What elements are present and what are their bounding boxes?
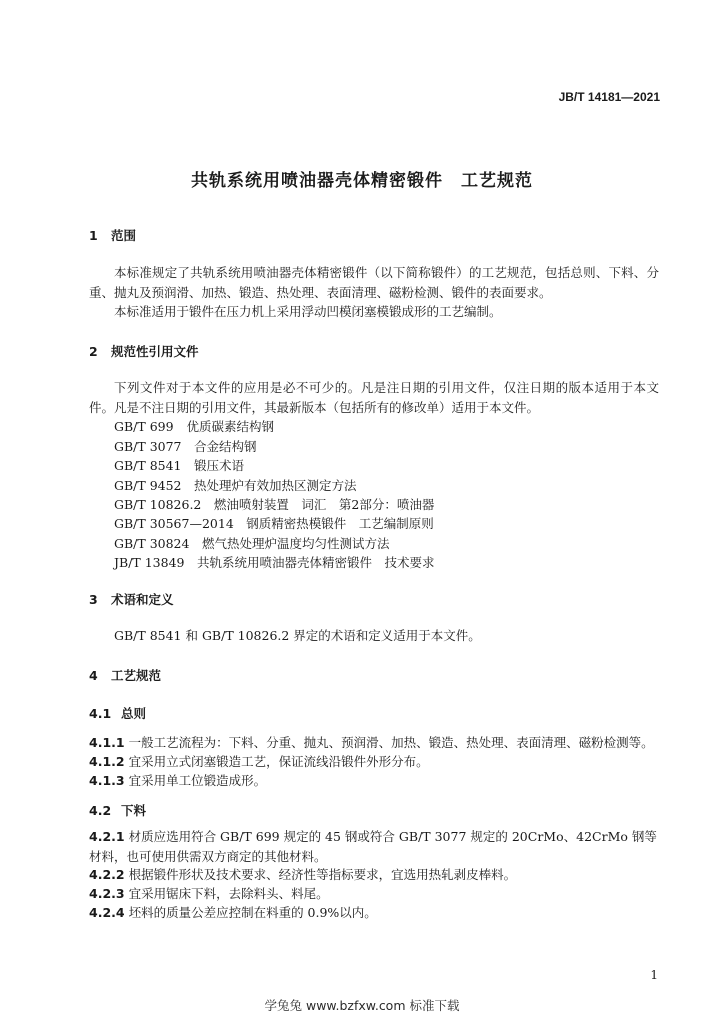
reference-item: GB/T 9452 热处理炉有效加热区测定方法: [114, 478, 357, 493]
reference-item: JB/T 13849 共轨系统用喷油器壳体精密锻件 技术要求: [114, 555, 435, 570]
section-title: 范围: [111, 228, 137, 243]
subsection-title: 总则: [121, 706, 147, 721]
section-3-heading: [89, 590, 174, 608]
clause-item: 4.1.1 一般工艺流程为：下料、分重、抛丸、预润滑、加热、锻造、热处理、表面清理、磁粉检测等。: [89, 735, 654, 750]
document-title: 共轨系统用喷油器壳体精密锻件 工艺规范: [191, 171, 533, 191]
section-title: 术语和定义: [111, 592, 174, 607]
subsection-number: 4.2: [89, 803, 112, 818]
reference-item: GB/T 10826.2 燃油喷射装置 词汇 第2部分：喷油器: [114, 497, 435, 512]
footer-watermark: 学兔兔 www.bzfxw.com 标准下载: [264, 998, 460, 1013]
clause-item: 4.1.3 宜采用单工位锻造成形。: [89, 773, 267, 788]
section-2-heading: [89, 342, 199, 360]
clause-item: 4.2.3 宜采用锯床下料，去除料头、料尾。: [89, 886, 329, 901]
standard-code: JB/T 14181—2021: [558, 90, 660, 104]
section-title: 规范性引用文件: [111, 344, 199, 359]
subsection-4-1-heading: [89, 704, 146, 722]
subsection-number: 4.1: [89, 706, 112, 721]
reference-item: GB/T 3077 合金结构钢: [114, 439, 257, 454]
section-2-paragraph-1: 下列文件对于本文件的应用是必不可少的。凡是注日期的引用文件，仅注日期的版本适用于本文件。凡是不注日期的引用文件，其最新版本（包括所有的修改单）适用于本文件。: [89, 380, 659, 415]
section-1-heading: [89, 226, 136, 244]
subsection-4-2-heading: [89, 801, 146, 819]
page-number: 1: [650, 968, 658, 982]
section-number: 4: [89, 668, 98, 683]
reference-item: GB/T 30824 燃气热处理炉温度均匀性测试方法: [114, 536, 390, 551]
section-title: 工艺规范: [111, 668, 162, 683]
clause-item: 4.2.4 坯料的质量公差应控制在料重的 0.9%以内。: [89, 905, 377, 920]
section-3-paragraph-1: GB/T 8541 和 GB/T 10826.2 界定的术语和定义适用于本文件。: [114, 628, 481, 643]
clause-item: 4.2.1 材质应选用符合 GB/T 699 规定的 45 钢或符合 GB/T 3077 规定的 20CrMo、42CrMo 钢等材料，也可使用供需双方商定的其他材料。: [89, 829, 657, 864]
section-number: 3: [89, 592, 98, 607]
section-number: 1: [89, 228, 98, 243]
clause-item: 4.1.2 宜采用立式闭塞锻造工艺，保证流线沿锻件外形分布。: [89, 754, 429, 769]
reference-item: GB/T 699 优质碳素结构钢: [114, 419, 275, 434]
reference-item: GB/T 30567—2014 钢质精密热模锻件 工艺编制原则: [114, 516, 434, 531]
section-4-heading: [89, 666, 161, 684]
clause-item: 4.2.2 根据锻件形状及技术要求、经济性等指标要求，宜选用热轧剥皮棒料。: [89, 867, 517, 882]
section-1-paragraph-1: 本标准规定了共轨系统用喷油器壳体精密锻件（以下简称锻件）的工艺规范，包括总则、下料、分重、抛丸及预润滑、加热、锻造、热处理、表面清理、磁粉检测、锻件的表面要求。: [89, 265, 659, 300]
reference-item: GB/T 8541 锻压术语: [114, 458, 245, 473]
subsection-title: 下料: [121, 803, 147, 818]
section-1-paragraph-2: 本标准适用于锻件在压力机上采用浮动凹模闭塞模锻成形的工艺编制。: [114, 304, 502, 319]
section-number: 2: [89, 344, 98, 359]
